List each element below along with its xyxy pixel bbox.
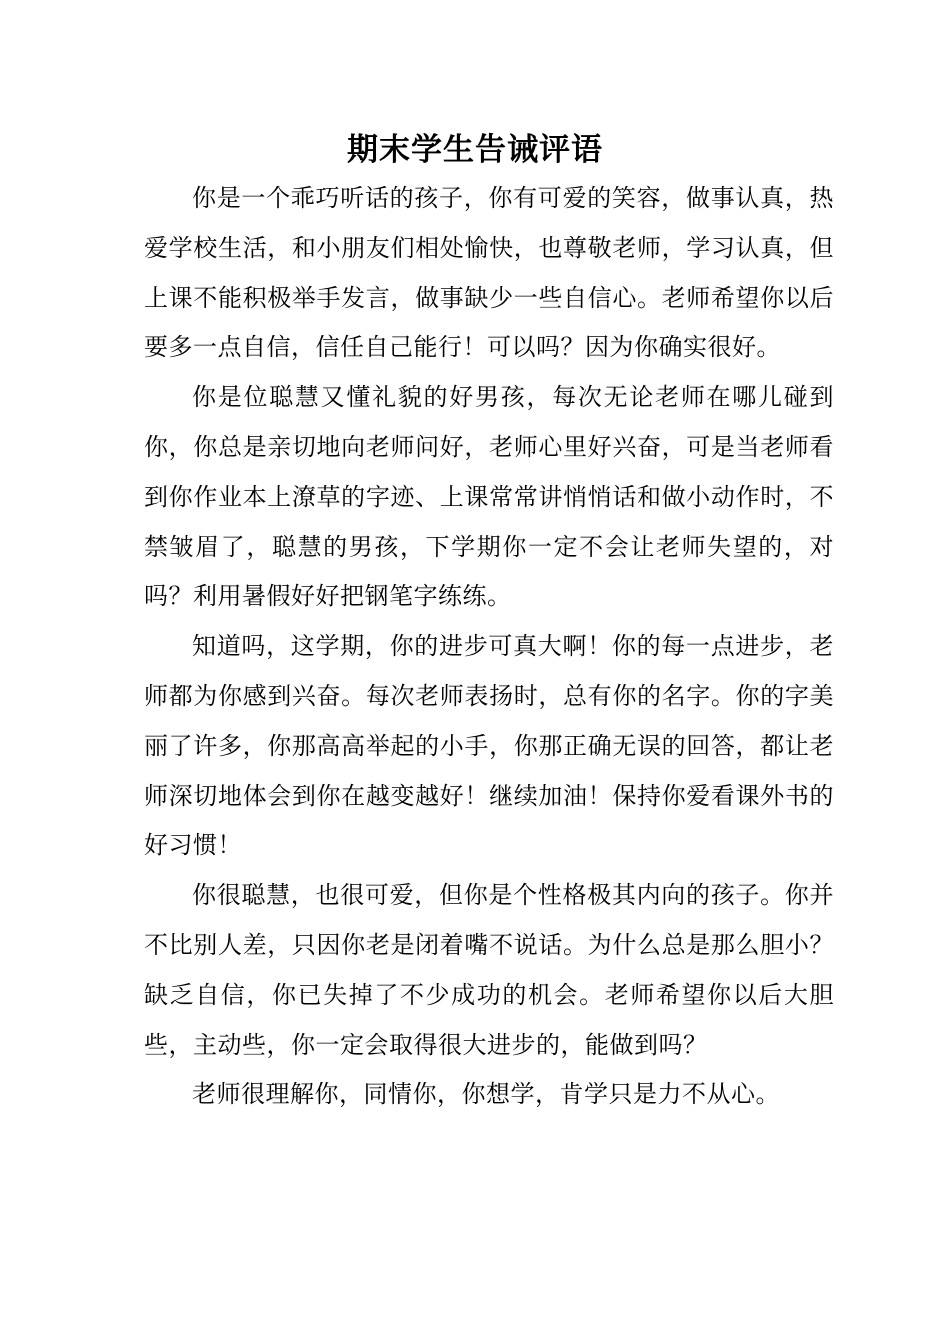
paragraph-1: 你是一个乖巧听话的孩子，你有可爱的笑容，做事认真，热爱学校生活，和小朋友们相处愉快，也尊敬老师，学习认真，但上课不能积极举手发言，做事缺少一些自信心。老师希望你以后要多一点自信，信任自己能行！可以吗？因为你确实很好。 bbox=[144, 184, 834, 362]
paragraph-5: 老师很理解你，同情你，你想学，肯学只是力不从心。 bbox=[192, 1080, 780, 1109]
page-title: 期末学生告诫评语 bbox=[347, 132, 603, 168]
paragraph-3: 知道吗，这学期，你的进步可真大啊！你的每一点进步，老师都为你感到兴奋。每次老师表扬时，总有你的名字。你的字美丽了许多，你那高高举起的小手，你那正确无误的回答，都让老师深切地体会到你在越变越好！继续加油！保持你爱看课外书的好习惯！ bbox=[144, 632, 834, 860]
document-body bbox=[144, 174, 834, 1120]
paragraph-2: 你是位聪慧又懂礼貌的好男孩，每次无论老师在哪儿碰到你，你总是亲切地向老师问好，老师心里好兴奋，可是当老师看到你作业本上潦草的字迹、上课常常讲悄悄话和做小动作时，不禁皱眉了，聪慧的男孩，下学期你一定不会让老师失望的，对吗？利用暑假好好把钢笔字练练。 bbox=[144, 383, 834, 611]
paragraph-4: 你很聪慧，也很可爱，但你是个性格极其内向的孩子。你并不比别人差，只因你老是闭着嘴不说话。为什么总是那么胆小？缺乏自信，你已失掉了不少成功的机会。老师希望你以后大胆些，主动些，你一定会取得很大进步的，能做到吗？ bbox=[144, 881, 834, 1059]
